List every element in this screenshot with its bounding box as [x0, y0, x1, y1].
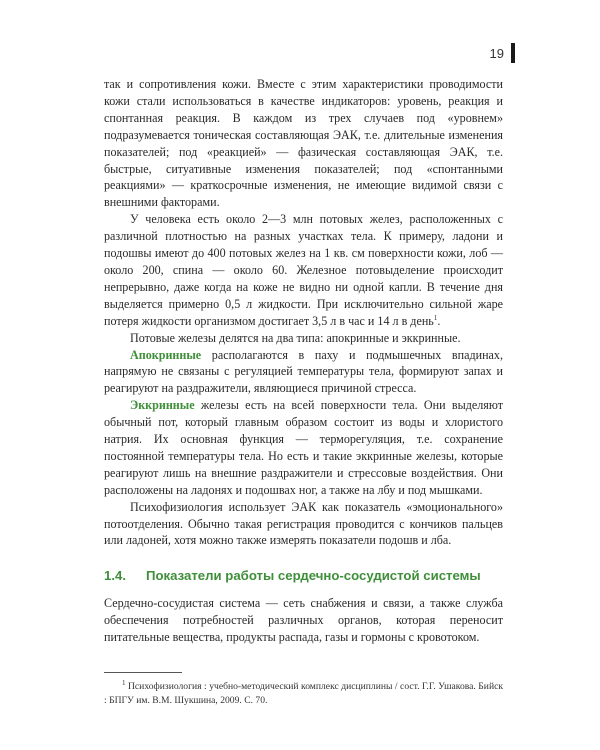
footnote — [104, 680, 503, 708]
paragraph-6: Психофизиология использует ЭАК как показатель «эмоционального» потоотделения. Обычно такая регистрация проводится с кончиков пальцев или ладоней, хотя можно также измерять показатели подошв и лба. — [104, 499, 503, 548]
footnote-divider — [104, 672, 182, 673]
paragraph-3: Потовые железы делятся на два типа: апокринные и эккринные. — [130, 330, 461, 345]
paragraph-5-text: железы есть на всей поверхности тела. Они выделяют обычный пот, который главным образом состоит из воды и хлористого натрия. Их основная функция — терморегуляция, т.е. сохранение постоянной температуры тела. Но есть и такие эккринные железы, которые реагируют лишь на внешние раздражители и стрессовые воздействия. Они расположены на ладонях и подошвах ног, а также на лбу и под мышками. — [104, 398, 503, 497]
paragraph-5 — [104, 397, 503, 498]
paragraph-4-text: располагаются в паху и подмышечных впадинах, напрямую не связаны с регуляцией температуры тела, формируют запах и реагируют на раздражители, являющиеся причиной стресса. — [104, 347, 503, 396]
section-heading — [104, 568, 481, 583]
paragraph-2 — [104, 211, 503, 329]
section-body — [104, 595, 503, 646]
body-text — [104, 76, 503, 549]
section-number: 1.4. — [104, 568, 126, 583]
section-paragraph-1: Сердечно-сосудистая система — сеть снабжения и связи, а также служба обеспечения потребностей различных органов, которая переносит питательные вещества, продукты распада, газы и гормоны с кровотоком. — [104, 596, 503, 644]
term-apocrine: Апокринные — [130, 347, 202, 362]
page-number: 19 — [489, 46, 504, 61]
paragraph-2-end: . — [437, 313, 441, 328]
term-eccrine: Эккринные — [130, 398, 195, 413]
footnote-reference: 1 — [433, 313, 438, 322]
section-title: Показатели работы сердечно-сосудистой системы — [146, 568, 481, 583]
footnote-number: 1 — [122, 678, 126, 687]
paragraph-4 — [104, 347, 503, 398]
page-marker — [511, 43, 515, 63]
paragraph-2-text: У человека есть около 2—3 млн потовых желез, расположенных с различной плотностью на разных участках тела. К примеру, ладони и подошвы имеют до 400 потовых желез на 1 кв. см поверхности кожи, лоб — около 200, спина — около 60. Железное потовыделение происходит непрерывно, даже когда на коже не видно ни одной капли. В течение дня выделяется примерно 0,5 л жидкости. При исключительно сильной жаре потеря жидкости организмом достигает 3,5 л в час и 14 л в день — [104, 212, 503, 328]
paragraph-1: так и сопротивления кожи. Вместе с этим характеристики проводимости кожи стали использоваться в качестве индикаторов: уровень, реакция и спонтанная реакция. В каждом из трех случаев под «уровнем» подразумевается тоническая составляющая ЭАК, т.е. длительные изменения показателей; под «реакцией» — фазическая составляющая ЭАК, т.е. быстрые, ситуативные изменения показателей; под «спонтанными реакциями» — краткосрочные изменения, не имеющие видимой связи с внешними факторами. — [104, 77, 503, 210]
footnote-text: Психофизиология : учебно-методический комплекс дисциплины / сост. Г.Г. Ушакова. Бийск : БПГУ им. В.М. Шукшина, 2009. С. 70. — [104, 681, 503, 706]
